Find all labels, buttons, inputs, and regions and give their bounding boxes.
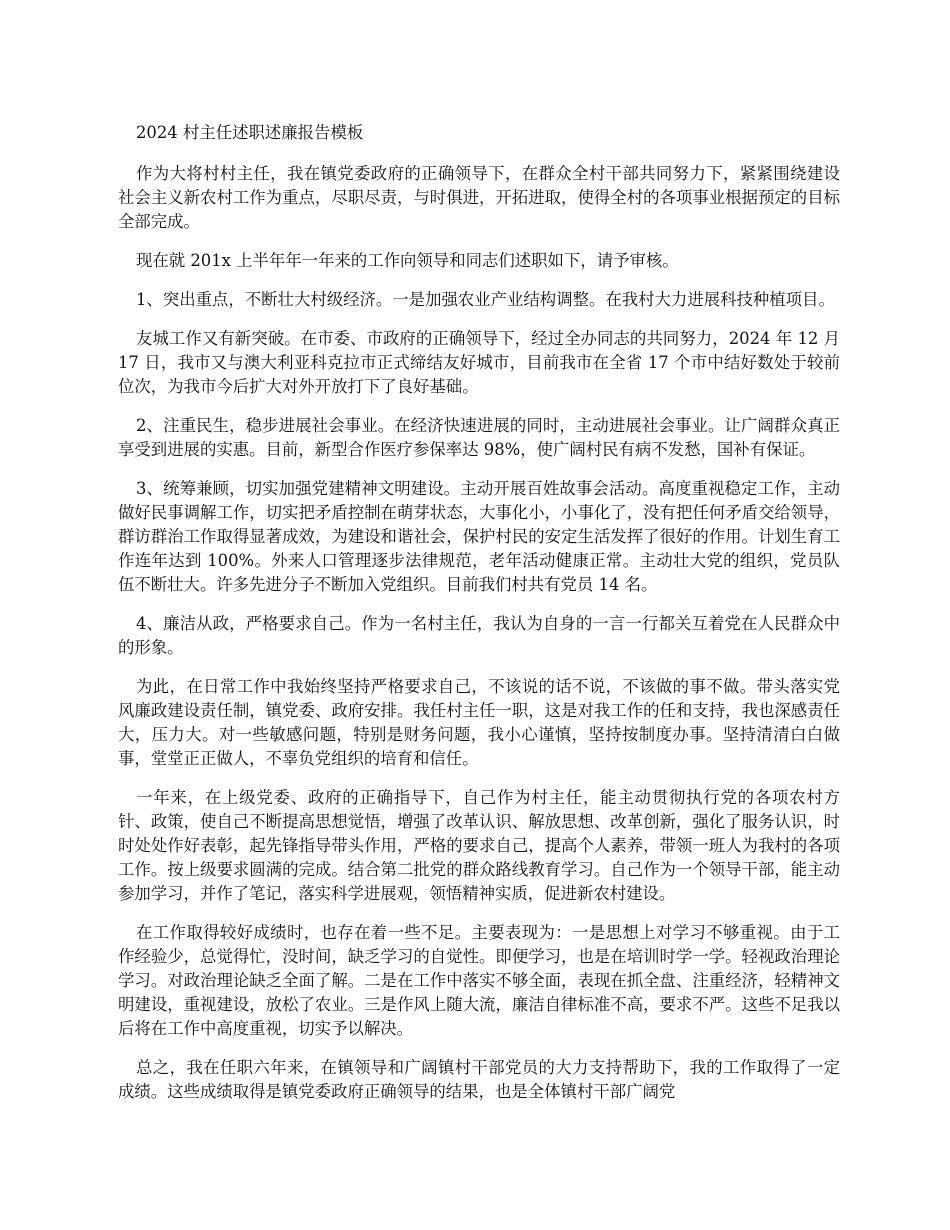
paragraph-self-discipline: 为此，在日常工作中我始终坚持严格要求自己，不该说的话不说，不该做的事不做。带头落实党风廉政建设责任制，镇党委、政府安排。我任村主任一职，这是对我工作的任和支持，我也深感责任大，压力大。对一些敏感问题，特别是财务问题，我小心谨慎，坚持按制度办事。坚持清清白白做事，堂堂正正做人，不辜负党组织的培育和信任。 [118, 677, 840, 768]
paragraph-livelihood: 2、注重民生，稳步进展社会事业。在经济快速进展的同时，主动进展社会事业。让广阔群众真正享受到进展的实惠。目前，新型合作医疗参保率达 98%，使广阔村民有病不发愁，国补有保证。 [118, 416, 840, 459]
paragraph-economy: 1、突出重点，不断壮大村级经济。一是加强农业产业结构调整。在我村大力进展科技种植项目。 [136, 290, 835, 309]
paragraph-sister-city: 友城工作又有新突破。在市委、市政府的正确领导下，经过全办同志的共同努力，2024 年 12 月 17 日，我市又与澳大利亚科克拉市正式缔结友好城市，目前我市在全省 17 个市中结好数处于较前位次，为我市今后扩大对外开放打下了良好基础。 [118, 329, 840, 396]
paragraph-party-building: 3、统筹兼顾，切实加强党建精神文明建设。主动开展百姓故事会活动。高度重视稳定工作，主动做好民事调解工作，切实把矛盾控制在萌芽状态，大事化小，小事化了，没有把任何矛盾交给领导，群访群治工作取得显著成效，为建设和谐社会，保护村民的安定生活发挥了很好的作用。计划生育工作连年达到 100%。外来人口管理逐步法律规范，老年活动健康正常。主动壮大党的组织，党员队伍不断壮大。许多先进分子不断加入党组织。目前我们村共有党员 14 名。 [118, 479, 840, 594]
paragraph-report-statement: 现在就 201x 上半年年一年来的工作向领导和同志们述职如下，请予审核。 [136, 251, 679, 270]
document-page [118, 121, 840, 1230]
paragraph-intro: 作为大将村村主任，我在镇党委政府的正确领导下，在群众全村干部共同努力下，紧紧围绕建设社会主义新农村工作为重点，尽职尽责，与时俱进，开拓进取，使得全村的各项事业根据预定的目标全部完成。 [118, 164, 840, 231]
document-title: 2024 村主任述职述廉报告模板 [136, 123, 364, 142]
paragraph-integrity: 4、廉洁从政，严格要求自己。作为一名村主任，我认为自身的一言一行都关互着党在人民群众中的形象。 [118, 614, 840, 657]
paragraph-conclusion: 总之，我在任职六年来，在镇领导和广阔镇村干部党员的大力支持帮助下，我的工作取得了一定成绩。这些成绩取得是镇党委政府正确领导的结果，也是全体镇村干部广阔党 [118, 1058, 840, 1101]
paragraph-shortcomings: 在工作取得较好成绩时，也存在着一些不足。主要表现为：一是思想上对学习不够重视。由于工作经验少，总觉得忙，没时间，缺乏学习的自觉性。即便学习，也是在培训时学一学。轻视政治理论学习。对政治理论缺乏全面了解。二是在工作中落实不够全面，表现在抓全盘、注重经济，轻精神文明建设，重视建设，放松了农业。三是作风上随大流，廉洁自律标准不高，要求不严。这些不足我以后将在工作中高度重视，切实予以解决。 [118, 923, 840, 1038]
paragraph-year-review: 一年来，在上级党委、政府的正确指导下，自己作为村主任，能主动贯彻执行党的各项农村方针、政策，使自己不断提高思想觉悟，增强了改革认识、解放思想、改革创新，强化了服务认识，时时处处作好表彰，起先锋指导带头作用，严格的要求自己，提高个人素养，带领一班人为我村的各项工作。按上级要求圆满的完成。结合第二批党的群众路线教育学习。自己作为一个领导干部，能主动参加学习，并作了笔记，落实科学进展观，领悟精神实质，促进新农村建设。 [118, 788, 840, 903]
